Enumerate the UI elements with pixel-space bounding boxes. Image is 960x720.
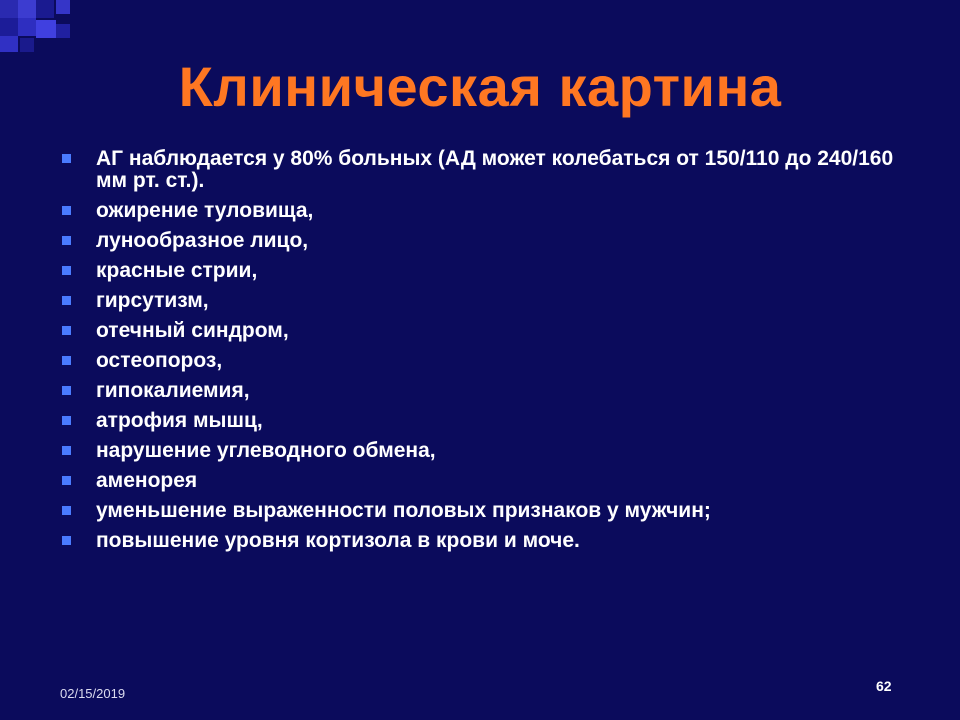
decorative-squares — [0, 0, 80, 60]
list-item — [60, 350, 920, 372]
square-bullet-icon — [62, 266, 71, 275]
square-bullet-icon — [62, 386, 71, 395]
bullet-text: гирсутизм, — [96, 289, 209, 312]
bullet-text: атрофия мышц, — [96, 409, 263, 432]
bullet-list — [60, 148, 920, 560]
list-item — [60, 440, 920, 462]
square-bullet-icon — [62, 536, 71, 545]
bullet-text: ожирение туловища, — [96, 199, 314, 222]
list-item — [60, 500, 920, 522]
footer-date: 02/15/2019 — [60, 686, 126, 701]
list-item — [60, 230, 920, 252]
square-bullet-icon — [62, 326, 71, 335]
bullet-text: уменьшение выраженности половых признаков у мужчин; — [96, 499, 711, 522]
square-bullet-icon — [62, 236, 71, 245]
square-bullet-icon — [62, 476, 71, 485]
bullet-text: остеопороз, — [96, 349, 223, 372]
list-item — [60, 470, 920, 492]
list-item — [60, 200, 920, 222]
bullet-text: отечный синдром, — [96, 319, 289, 342]
list-item — [60, 320, 920, 342]
bullet-text: нарушение углеводного обмена, — [96, 439, 436, 462]
list-item — [60, 290, 920, 312]
bullet-text: аменорея — [96, 469, 198, 492]
bullet-text: лунообразное лицо, — [96, 229, 309, 252]
bullet-text: повышение уровня кортизола в крови и моче. — [96, 529, 580, 552]
square-bullet-icon — [62, 154, 71, 163]
list-item — [60, 380, 920, 402]
bullet-text: гипокалиемия, — [96, 379, 250, 402]
square-bullet-icon — [62, 356, 71, 365]
list-item — [60, 410, 920, 432]
square-bullet-icon — [62, 416, 71, 425]
page-number: 62 — [876, 678, 892, 694]
list-item — [60, 148, 920, 192]
list-item — [60, 530, 920, 552]
square-bullet-icon — [62, 506, 71, 515]
bullet-text: АГ наблюдается у 80% больных (АД может колебаться от 150/110 до 240/160 мм рт. ст.). — [96, 147, 894, 192]
bullet-text: красные стрии, — [96, 259, 258, 282]
square-bullet-icon — [62, 446, 71, 455]
square-bullet-icon — [62, 206, 71, 215]
list-item — [60, 260, 920, 282]
square-bullet-icon — [62, 296, 71, 305]
slide-title: Клиническая картина — [178, 55, 782, 118]
